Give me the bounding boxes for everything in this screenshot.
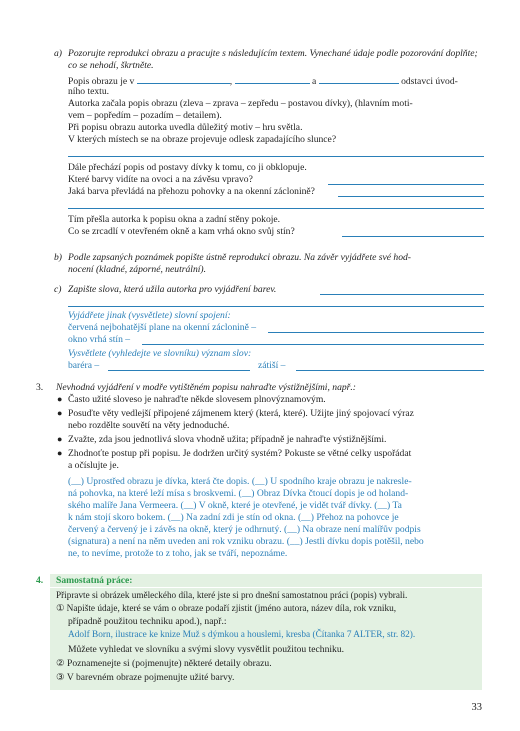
description-line-3: ského malíře Jana Vermeera. (__) V okně, které je otevřené, je vidět tvář dívky. (__) Ta	[68, 500, 402, 511]
task-4-step-1c: Můžete vyhledat ve slovníku a svými slovy vysvětlit použitou techniku.	[68, 644, 345, 655]
answer-line[interactable]	[268, 332, 484, 333]
section-a-line-9: Jaká barva převládá na přehozu pohovky a na okenní záclonině?	[68, 186, 315, 197]
answer-line[interactable]	[108, 370, 250, 371]
answer-line[interactable]	[342, 236, 484, 237]
description-line-5: červený a červený je i závěs na okně, který je odhrnutý. (__) Na obraze není malířův podpis	[68, 524, 421, 535]
answer-line[interactable]	[68, 208, 484, 209]
task-3-bullet-4b: a očíslujte je.	[68, 460, 119, 471]
section-a-line-5: Při popisu obrazu autorka uvedla důležitý motiv – hru světla.	[68, 122, 303, 133]
task-4-number: 4.	[36, 575, 44, 586]
description-line-7: ne, to nevíme, protože to z toho, jak se tváří, nepoznáme.	[68, 548, 288, 559]
answer-line[interactable]	[338, 196, 484, 197]
page-number: 33	[471, 702, 482, 713]
task-3-bullet-4a: Zhodnoťte postup při popisu. Je dodržen určitý systém? Pokuste se větné celky uspořádat	[68, 448, 412, 459]
blank-3[interactable]	[319, 74, 399, 84]
word-2: zátiší –	[258, 360, 286, 371]
section-a-line-2: ního textu.	[68, 86, 110, 97]
section-c-marker: c)	[54, 284, 62, 295]
description-line-1: (__) Uprostřed obrazu je dívka, která čte dopis. (__) U spodního kraje obrazu je nakresle-	[68, 476, 412, 487]
answer-line[interactable]	[320, 294, 484, 295]
task-4-step-3: ③ V barevném obraze pojmenujte užité barvy.	[56, 672, 235, 683]
task-3-number: 3.	[36, 382, 44, 393]
expression-heading: Vyjádřete jinak (vysvětlete) slovní spojení:	[68, 310, 231, 321]
answer-line[interactable]	[328, 184, 484, 185]
section-b-text-1: Podle zapsaných poznámek popište ústně reprodukci obrazu. Na závěr vyjádřete své hod-	[68, 252, 411, 263]
task-3-heading: Nevhodná vyjádření v modře vytištěném popisu nahraďte výstižnějšími, např.:	[56, 382, 356, 393]
expression-2: okno vrhá stín –	[68, 334, 131, 345]
section-b-text-2: nocení (kladné, záporné, neutrální).	[68, 264, 207, 275]
task-4-step-2: ② Poznamenejte si (pojmenujte) některé detaily obrazu.	[56, 658, 272, 669]
task-3-bullet-3: Zvažte, zda jsou jednotlivá slova vhodně užita; případně je nahraďte výstižnějšími.	[68, 434, 387, 445]
section-c-text: Zapište slova, která užila autorka pro vyjádření barev.	[68, 284, 277, 295]
section-a-intro: Pozorujte reprodukci obrazu a pracujte s následujícím textem. Vynechané údaje podle pozorování doplňte; co se nehodí, škrtněte.	[68, 48, 478, 71]
answer-line[interactable]	[68, 306, 484, 307]
section-a-line-10: Tím přešla autorka k popisu okna a zadní stěny pokoje.	[68, 214, 281, 225]
section-a-line-11: Co se zrcadlí v otevřeném okně a kam vrhá okno svůj stín?	[68, 226, 295, 237]
description-line-6: (signatura) a není na něm uveden ani rok vzniku obrazu. (__) Jestli dívku dopis potěšil, nebo	[68, 536, 424, 547]
section-a-line-1: Popis obrazu je v , a odstavci úvod-	[68, 76, 458, 87]
section-a-line-6: V kterých místech se na obraze projevuje odlesk zapadajícího slunce?	[68, 134, 337, 145]
task-3-bullet-2a: Posuďte věty vedlejší připojené zájmenem který (která, které). Užijte jiný spojovací výraz	[68, 408, 414, 419]
section-a-line-7: Dále přechází popis od postavy dívky k tomu, co ji obklopuje.	[68, 162, 307, 173]
bullet-icon: ●	[57, 408, 63, 418]
expression-1: červená nejbohatější plane na okenní záclonině –	[68, 322, 257, 333]
task-4-step-1a: ① Napište údaje, které se vám o obraze podaří zjistit (jméno autora, název díla, rok vzniku,	[56, 604, 397, 614]
answer-line[interactable]	[296, 370, 484, 371]
bullet-icon: ●	[57, 434, 63, 444]
task-4-step-1b: případně použitou techniku apod.), např.:	[68, 616, 227, 627]
bullet-icon: ●	[57, 394, 63, 404]
task-3-bullet-1: Často užité sloveso je nahraďte někde slovesem plnovýznamovým.	[68, 394, 326, 405]
task-4-example: Adolf Born, ilustrace ke knize Muž s dýmkou a houslemi, kresba (Čítanka 7 ALTER, str. 82).	[68, 630, 416, 640]
blank-2[interactable]	[235, 74, 310, 84]
section-b-marker: b)	[54, 252, 62, 263]
dictionary-heading: Vysvětlete (vyhledejte ve slovníku) význam slov:	[68, 348, 252, 359]
section-a-marker: a)	[54, 48, 62, 59]
answer-line[interactable]	[68, 156, 484, 157]
section-a-line-4: vem – popředím – pozadím – detailem).	[68, 110, 222, 121]
answer-line[interactable]	[142, 344, 484, 345]
word-1: baréra –	[68, 360, 100, 371]
task-4-heading: Samostatná práce:	[56, 575, 133, 586]
description-line-4: k nám stojí skoro bokem. (__) Na zadní zdi je stín od okna. (__) Přehoz na pohovce je	[68, 512, 399, 523]
blank-1[interactable]	[137, 74, 230, 84]
description-line-2: ná pohovka, na které leží mísa s broskvemi. (__) Obraz Dívka čtoucí dopis je od holand-	[68, 488, 409, 499]
section-a-line-3: Autorka začala popis obrazu (zleva – zprava – zepředu – postavou dívky), (hlavním moti-	[68, 98, 413, 109]
task-4-intro: Připravte si obrázek uměleckého díla, které jste si pro dnešní samostatnou práci (popis) vybrali.	[56, 590, 408, 600]
section-a-line-8: Které barvy vidíte na ovoci a na závěsu vpravo?	[68, 174, 253, 185]
bullet-icon: ●	[57, 448, 63, 458]
task-3-bullet-2b: nebo rozdělte souvětí na věty jednoduché.	[68, 420, 230, 431]
